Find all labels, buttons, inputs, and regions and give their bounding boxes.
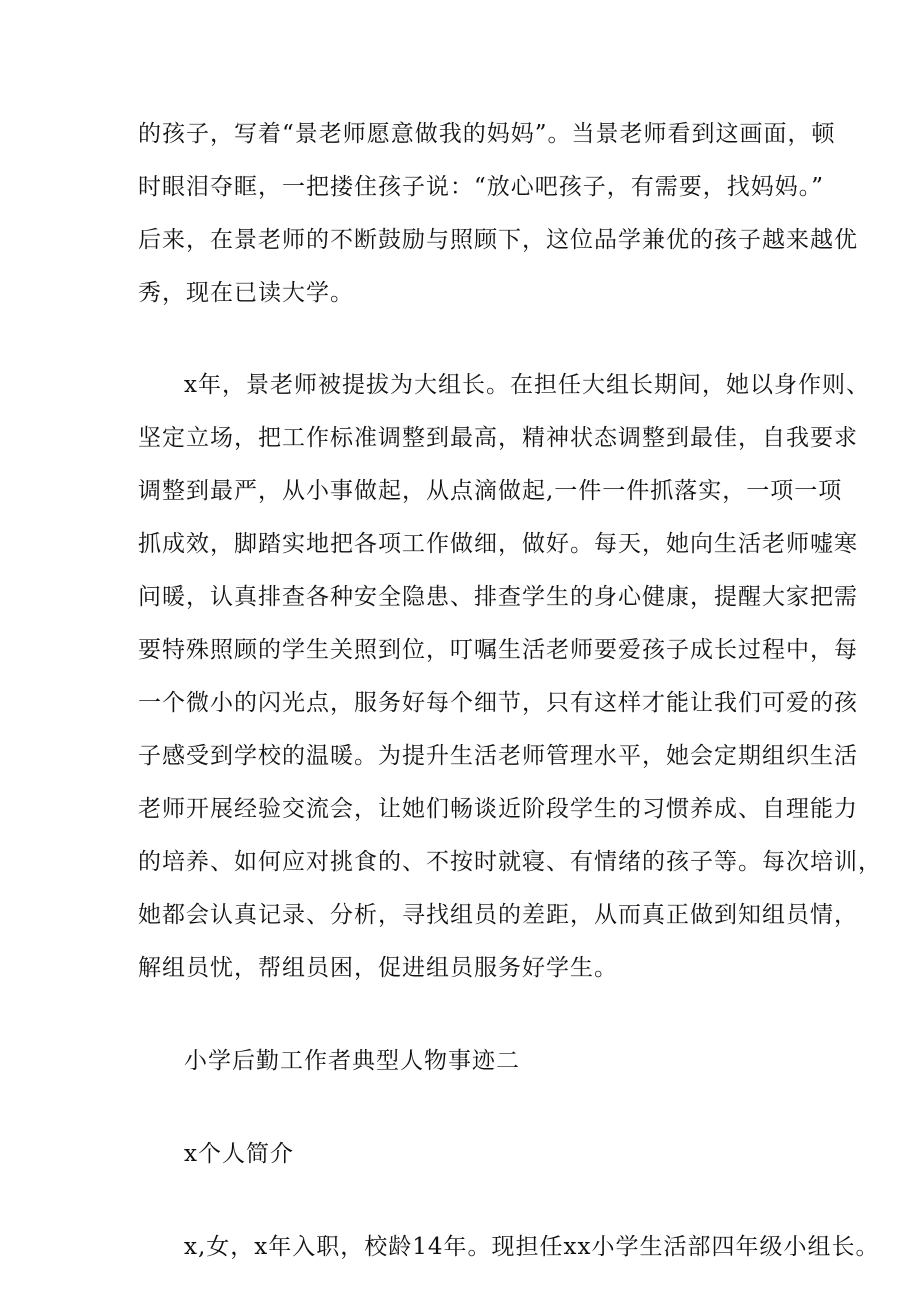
paragraph-line: 解组员忧，帮组员困，促进组员服务好学生。 xyxy=(138,955,618,981)
section-heading: 小学后勤工作者典型人物事迹二 xyxy=(184,1048,520,1074)
paragraph-line: 坚定立场，把工作标准调整到最高，精神状态调整到最佳，自我要求 xyxy=(138,425,858,451)
paragraph-line: 问暖，认真排查各种安全隐患、排查学生的身心健康，提醒大家把需 xyxy=(138,584,858,610)
paragraph-line: 秀，现在已读大学。 xyxy=(138,280,354,306)
paragraph-line: 她都会认真记录、分析，寻找组员的差距，从而真正做到知组员情， xyxy=(138,902,858,928)
paragraph-line: 一个微小的闪光点，服务好每个细节，只有这样才能让我们可爱的孩 xyxy=(138,690,858,716)
paragraph-line: 调整到最严，从小事做起，从点滴做起,一件一件抓落实，一项一项 xyxy=(138,478,843,504)
paragraph-line: 后来，在景老师的不断鼓励与照顾下，这位品学兼优的孩子越来越优 xyxy=(138,227,858,253)
paragraph-line: 抓成效，脚踏实地把各项工作做细，做好。每天，她向生活老师嘘寒 xyxy=(138,531,858,557)
paragraph-line: 要特殊照顾的学生关照到位，叮嘱生活老师要爱孩子成长过程中，每 xyxy=(138,637,858,663)
paragraph-line: 时眼泪夺眶，一把搂住孩子说：“放心吧孩子，有需要，找妈妈。” xyxy=(138,174,825,200)
profile-heading: x个人简介 xyxy=(184,1141,294,1167)
paragraph-line: 子感受到学校的温暖。为提升生活老师管理水平，她会定期组织生活 xyxy=(138,743,858,769)
profile-line: x,女，x年入职，校龄14年。现担任xx小学生活部四年级小组长。 xyxy=(184,1234,880,1260)
paragraph-line: 的培养、如何应对挑食的、不按时就寝、有情绪的孩子等。每次培训， xyxy=(138,849,882,875)
paragraph-line: 的孩子，写着“景老师愿意做我的妈妈”。当景老师看到这画面，顿 xyxy=(138,121,836,147)
paragraph-line: x年，景老师被提拔为大组长。在担任大组长期间，她以身作则、 xyxy=(184,372,870,398)
paragraph-line: 老师开展经验交流会，让她们畅谈近阶段学生的习惯养成、自理能力 xyxy=(138,796,858,822)
